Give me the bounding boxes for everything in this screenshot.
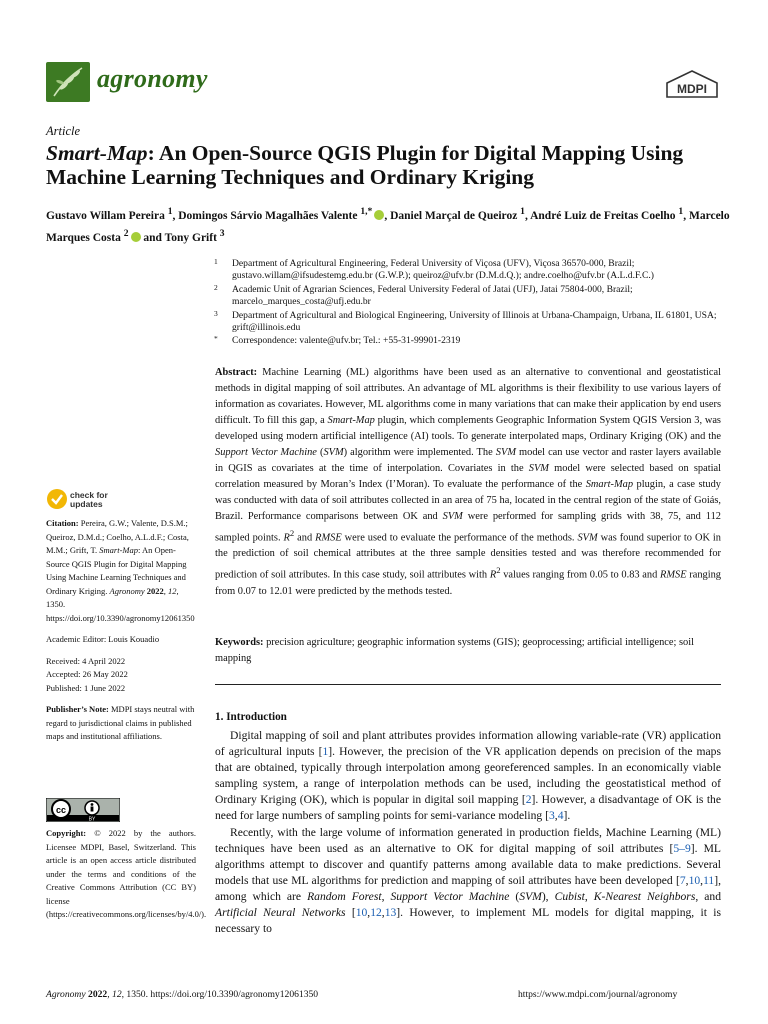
- citation-link[interactable]: 13: [384, 906, 397, 920]
- author-name: Marcelo Marques Costa: [46, 209, 730, 244]
- mdpi-logo-icon: [664, 70, 720, 100]
- citation-link[interactable]: 12: [370, 906, 382, 920]
- text: ,: [584, 889, 594, 903]
- citation-volume: , 12: [163, 585, 177, 596]
- paragraph: [215, 728, 721, 825]
- abstract-text: model were selected based on spatial correlation measured by Moran’s Index (I’Moran). To evaluate the performance of the: [215, 463, 721, 490]
- abstract-italic: Smart-Map: [327, 415, 375, 426]
- abstract-italic: Support Vector Machine: [215, 447, 317, 458]
- author-connector: and: [143, 231, 162, 244]
- cc-by-license-icon[interactable]: [46, 798, 120, 822]
- text: ]. However, the precision of the VR application depends on precision of the maps that are obtained, typically through interpolation among georeferenced samples. In an economically viable sampling system, a range of interpolation methods can be used, including the geostatistical method of Ordinary Kriging (OK), which is popular in digital soil mapping [: [215, 745, 721, 807]
- footer-journal: Agronomy: [46, 989, 86, 1000]
- title-italic: Smart-Map: [46, 141, 148, 165]
- footer-journal-url[interactable]: https://www.mdpi.com/journal/agronomy: [518, 989, 678, 1000]
- footer-citation: [46, 989, 318, 1000]
- article-type: Article: [46, 124, 81, 138]
- affiliation-marker: 2: [214, 282, 218, 292]
- abstract: [215, 365, 721, 600]
- abstract-sup: 2: [289, 528, 295, 538]
- citation-link[interactable]: 4: [557, 809, 564, 823]
- citation-link[interactable]: 10: [355, 906, 368, 920]
- citation-link[interactable]: 1: [322, 745, 329, 759]
- journal-name: agronomy: [97, 64, 208, 93]
- author-name: Daniel Marçal de Queiroz: [390, 209, 518, 222]
- abstract-italic: SVM: [577, 532, 598, 544]
- abstract-text: model can use vector and raster layers available in QGIS as covariates at the time of interpolation. Covariates in the: [215, 447, 722, 474]
- article-info-sidebar: [46, 517, 196, 744]
- section-heading: 1. Introduction: [215, 711, 287, 723]
- italic-text: Random Forest: [307, 889, 382, 903]
- check-for-updates-line: check for: [70, 490, 108, 500]
- text: ,: [381, 906, 385, 920]
- abstract-italic: RMSE: [660, 569, 687, 581]
- abstract-italic: SVM: [528, 463, 549, 474]
- academic-editor: Academic Editor: Louis Kouadio: [46, 634, 160, 644]
- author-affiliation-marker: 2: [123, 227, 129, 239]
- author-name: Tony Grift: [164, 231, 217, 244]
- paragraph: [215, 825, 721, 938]
- text: ,: [685, 873, 689, 887]
- abstract-italic: SVM: [323, 447, 344, 458]
- text: ], among which are: [215, 873, 721, 903]
- author-affiliation-marker: 1,*: [360, 206, 373, 217]
- affiliation-item: [212, 258, 732, 283]
- abstract-text: was found superior to OK in the prediction of soil chemical attributes at the three sample densities tested and was therefore recommended for prediction of soil attributes. In this case study, soil attributes with: [215, 532, 721, 581]
- abstract-italic: RMSE: [315, 532, 342, 544]
- affiliations: [212, 258, 732, 349]
- text: ]. ML algorithms attempt to discover and quantify patterns among available data to make predictions. Several models that use ML algorithms for prediction and mapping of soil attributes have been developed [: [215, 841, 721, 887]
- citation-link[interactable]: 2: [525, 793, 532, 807]
- affiliation-text: Department of Agricultural and Biological Engineering, University of Illinois at Urbana-Champaign, Urbana, IL 61801, USA; grift@illinois.edu: [232, 309, 717, 334]
- author-name: Domingos Sárvio Magalhães Valente: [178, 209, 358, 222]
- affiliation-item: [212, 335, 732, 347]
- author-affiliation-marker: 1: [167, 206, 173, 217]
- cc-by-text: BY: [88, 816, 96, 822]
- affiliation-item: [212, 310, 732, 335]
- citation-text: Pereira, G.W.; Valente, D.S.M.; Queiroz, D.M.d.; Coelho, A.L.d.F.; Costa, M.M.; Grift, T.: [46, 518, 189, 555]
- mdpi-logo-text: MDPI: [677, 82, 707, 96]
- abstract-sup: 2: [496, 565, 501, 576]
- affiliation-marker: 1: [214, 257, 218, 266]
- citation-link[interactable]: 10: [688, 873, 701, 887]
- abstract-italic: Smart-Map: [585, 479, 634, 490]
- citation-title: Smart-Map: [99, 545, 139, 555]
- abstract-text: plugin, which complements Geographic Information System QGIS Version 3, was developed using modern artificial intelligence (AI) tools. To generate interpolated maps, Ordinary Kriging (OK) and the: [215, 415, 721, 442]
- abstract-text: ranging from 0.07 to 12.01 were predicted by the methods tested.: [215, 569, 721, 597]
- abstract-text: were used to evaluate the performance of the methods.: [341, 532, 578, 544]
- text: ,: [700, 873, 704, 887]
- author-affiliation-marker: 3: [219, 227, 225, 239]
- accepted-date: Accepted: 26 May 2022: [46, 669, 128, 679]
- citation-link[interactable]: 3: [548, 809, 555, 823]
- keywords-text: precision agriculture; geographic information systems (GIS); geoprocessing; artificial intelligence; soil mapping: [215, 637, 694, 664]
- affiliation-item: [212, 284, 732, 309]
- citation: [46, 517, 196, 625]
- copyright-notice: [46, 827, 207, 922]
- text: ]. However, to implement ML models for digital mapping, it is necessary to: [215, 906, 722, 936]
- check-for-updates-label[interactable]: [70, 491, 108, 509]
- author-affiliation-marker: 1: [520, 206, 525, 217]
- affiliation-text: Academic Unit of Agrarian Sciences, Federal University Federal of Jatai (UFJ), Jatai 75804-000, Brazil; marcelo_marques_costa@ufj.edu.br: [232, 283, 633, 308]
- citation-text: : An Open-Source QGIS Plugin for Digital Mapping Using Machine Learning Techniques and Ordinary Kriging.: [46, 545, 187, 596]
- abstract-text: ) algorithm were implemented. The: [343, 447, 496, 458]
- abstract-text: Machine Learning (ML) algorithms have been used as an alternative to conventional and geostatistical methods in digital mapping of soil attributes. An advantage of ML algorithms is their flexibility to use various layers of information as covariates. However, ML algorithms come in many variations that can make their application by end users difficult. To fill this gap, a: [215, 367, 721, 426]
- author-name: Gustavo Willam Pereira: [46, 209, 165, 222]
- text: Digital mapping of soil and plant attributes provides information allowing variable-rate (VR) application of agricultural inputs [: [215, 729, 721, 759]
- abstract-italic: SVM: [442, 511, 463, 522]
- copyright-text: © 2022 by the authors. Licensee MDPI, Basel, Switzerland. This article is an open access article distributed under the terms and conditions of the Creative Commons Attribution (CC BY) license (https://creativecommons.org/licenses/by/4.0/).: [46, 828, 207, 919]
- abstract-text: were performed for sampling grids with 38, 75, and 112 sampled points.: [215, 511, 721, 544]
- introduction-body: [215, 728, 721, 937]
- footer-volume: , 12: [107, 989, 122, 1000]
- citation-link[interactable]: 7: [679, 873, 686, 887]
- italic-text: Support Vector Machine: [390, 889, 510, 903]
- text: ,: [554, 809, 558, 823]
- abstract-text: and: [294, 532, 316, 544]
- affiliation-text: Department of Agricultural Engineering, Federal University of Viçosa (UFV), Viçosa 36570-000, Brazil; gustavo.willam@ifsudestemg.edu.br (G.W.P.); queiroz@ufv.br (D.M.d.Q.); andre.coelho@ufv.br (A.L.d.F.C.): [232, 258, 654, 282]
- affiliation-marker: 3: [214, 308, 218, 318]
- orcid-icon[interactable]: [374, 210, 384, 220]
- title-rest: : An Open-Source QGIS Plugin for Digital Mapping Using Machine Learning Techniques and Ordinary Kriging: [46, 141, 684, 189]
- author-list: Gustavo Willam Pereira $^1$, Domingos Sárvio Magalhães Valente $^{1,*}$ , Daniel Marçal de Queiroz $^1$, André Luiz de Freitas Coelho $^1$, Marcelo Marques Costa $^2$ and Tony Grift $^3$: [46, 206, 730, 244]
- text: ),: [541, 889, 555, 903]
- text: ]. However, a disadvantage of OK is the need for large numbers of sampling points for semi-variance modeling [: [215, 793, 721, 823]
- journal-logo-icon: [46, 62, 90, 102]
- italic-text: Cubist: [554, 889, 585, 903]
- abstract-text: (: [316, 447, 324, 458]
- keywords-label: Keywords:: [215, 637, 264, 648]
- citation-link[interactable]: 11: [703, 873, 715, 887]
- italic-text: Artificial Neural Networks: [215, 906, 346, 920]
- orcid-icon[interactable]: [131, 232, 141, 242]
- text: ,: [381, 889, 391, 903]
- check-for-updates-icon[interactable]: [46, 488, 68, 510]
- text: (: [509, 889, 520, 903]
- citation-year: 2022: [144, 585, 164, 596]
- abstract-italic: R: [283, 532, 290, 544]
- italic-text: K-Nearest Neighbors: [593, 889, 696, 903]
- affiliation-text: Correspondence: valente@ufv.br; Tel.: +55-31-99901-2319: [232, 335, 461, 347]
- publisher-note: [46, 703, 196, 744]
- citation-journal: Agronomy: [109, 585, 145, 596]
- abstract-label: Abstract:: [215, 367, 258, 378]
- author-name: André Luiz de Freitas Coelho: [530, 209, 676, 222]
- text: ,: [367, 906, 371, 920]
- text: [: [345, 906, 356, 920]
- abstract-text: values ranging from 0.05 to 0.83 and: [500, 569, 661, 581]
- citation-doi: , 1350. https://doi.org/10.3390/agronomy12061350: [46, 585, 195, 623]
- paper-title: [46, 141, 736, 189]
- abstract-text: plugin, a case study was conducted with data of soil attributes collected in an area of 75 ha, located in the central region of the state of Goiás, Brazil. Performance comparisons between OK and: [215, 479, 721, 522]
- check-for-updates-line: updates: [70, 499, 103, 509]
- citation-link[interactable]: 5–9: [673, 841, 691, 855]
- abstract-italic: SVM: [495, 447, 516, 458]
- publisher-note-text: MDPI stays neutral with regard to jurisdictional claims in published maps and institutional affiliations.: [46, 704, 195, 741]
- published-date: Published: 1 June 2022: [46, 682, 126, 693]
- svg-text:cc: cc: [55, 805, 67, 815]
- affiliation-marker: *: [214, 334, 218, 344]
- footer-year: 2022: [85, 989, 108, 1000]
- abstract-italic: R: [489, 569, 497, 581]
- text: Recently, with the large volume of information generated in production fields, Machine Learning (ML) techniques have been used as an alternative to OK for digital mapping of soil attributes [: [215, 825, 721, 855]
- received-date: Received: 4 April 2022: [46, 655, 126, 666]
- footer-doi: , 1350. https://doi.org/10.3390/agronomy12061350: [121, 989, 319, 1000]
- text: , and: [695, 889, 721, 903]
- publisher-note-label: Publisher’s Note:: [46, 704, 109, 714]
- italic-text: SVM: [519, 889, 542, 903]
- citation-label: Citation:: [46, 518, 79, 528]
- author-affiliation-marker: 1: [678, 206, 684, 217]
- keywords: [215, 635, 721, 667]
- copyright-label: Copyright:: [46, 828, 87, 838]
- text: ].: [563, 809, 571, 823]
- section-divider: [215, 684, 721, 685]
